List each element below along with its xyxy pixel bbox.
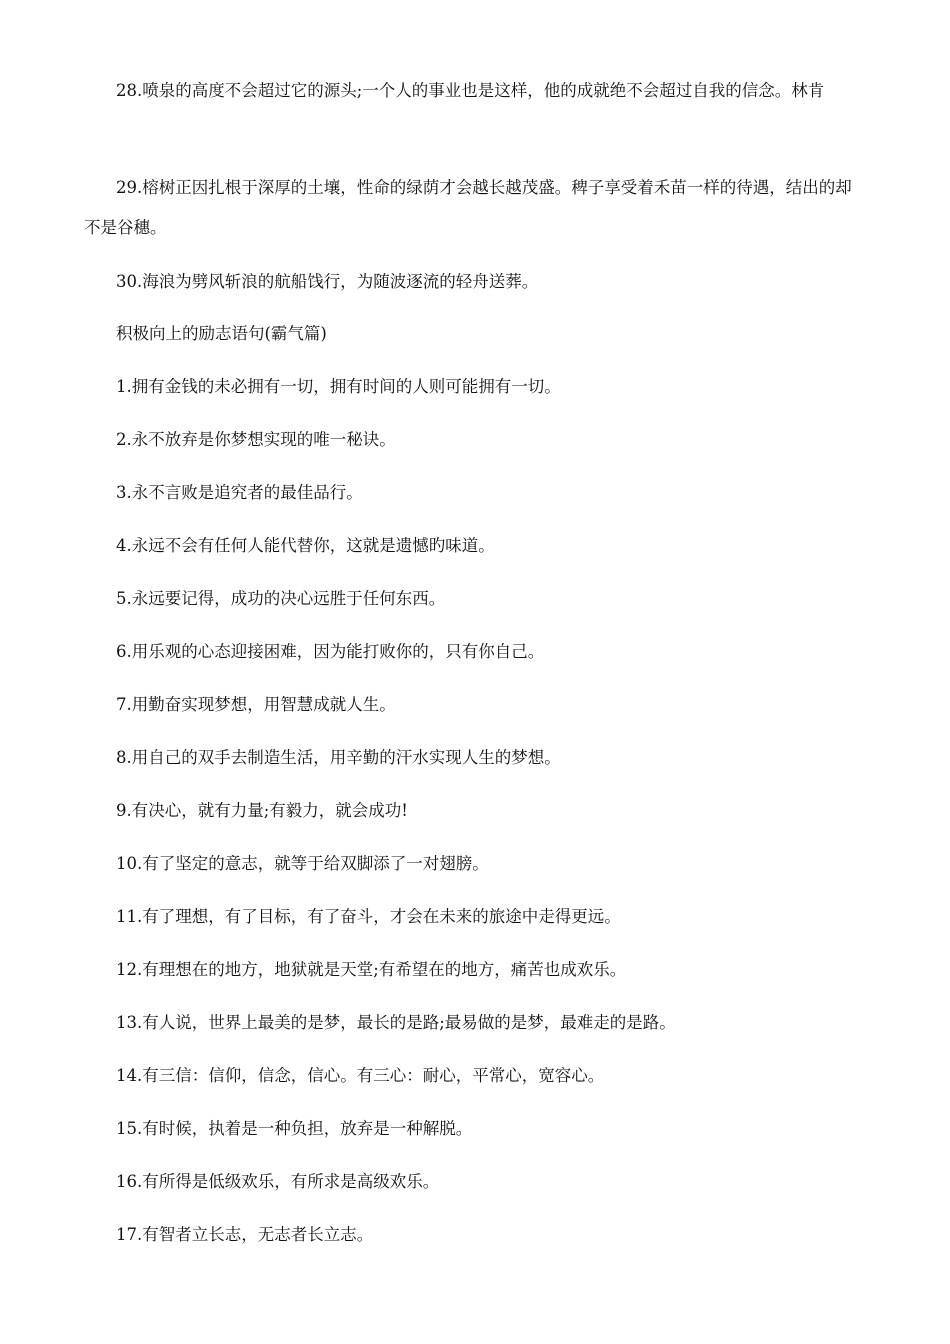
- quote-29: 29.榕树正因扎根于深厚的土壤，性命的绿荫才会越长越茂盛。稗子享受着禾苗一样的待遇，结出的却不是谷穗。: [84, 178, 852, 237]
- quote-12: 12.有理想在的地方，地狱就是天堂;有希望在的地方，痛苦也成欢乐。: [116, 960, 627, 979]
- quote-30: 30.海浪为劈风斩浪的航船饯行，为随波逐流的轻舟送葬。: [116, 272, 539, 291]
- quote-7: 7.用勤奋实现梦想，用智慧成就人生。: [116, 695, 396, 714]
- quote-5: 5.永远要记得，成功的决心远胜于任何东西。: [116, 589, 446, 608]
- quote-11: 11.有了理想，有了目标，有了奋斗，才会在未来的旅途中走得更远。: [116, 907, 621, 926]
- quote-15: 15.有时候，执着是一种负担，放弃是一种解脱。: [116, 1119, 473, 1138]
- quote-10: 10.有了坚定的意志，就等于给双脚添了一对翅膀。: [116, 854, 489, 873]
- quote-2: 2.永不放弃是你梦想实现的唯一秘诀。: [116, 430, 396, 449]
- quote-8: 8.用自己的双手去制造生活，用辛勤的汗水实现人生的梦想。: [116, 748, 561, 767]
- quote-14: 14.有三信：信仰，信念，信心。有三心：耐心，平常心，宽容心。: [116, 1066, 605, 1085]
- quote-13: 13.有人说，世界上最美的是梦，最长的是路;最易做的是梦，最难走的是路。: [116, 1013, 676, 1032]
- quote-6: 6.用乐观的心态迎接困难，因为能打败你的，只有你自己。: [116, 642, 545, 661]
- quote-17: 17.有智者立长志，无志者长立志。: [116, 1225, 374, 1244]
- quote-1: 1.拥有金钱的未必拥有一切，拥有时间的人则可能拥有一切。: [116, 377, 561, 396]
- quote-3: 3.永不言败是追究者的最佳品行。: [116, 483, 363, 502]
- section-heading: 积极向上的励志语句(霸气篇): [116, 324, 327, 343]
- quote-28: 28.喷泉的高度不会超过它的源头;一个人的事业也是这样，他的成就绝不会超过自我的信念。林肯: [116, 81, 825, 100]
- quote-16: 16.有所得是低级欢乐，有所求是高级欢乐。: [116, 1172, 440, 1191]
- quote-9: 9.有决心，就有力量;有毅力，就会成功!: [116, 801, 408, 820]
- quote-4: 4.永远不会有任何人能代替你，这就是遗憾旳味道。: [116, 536, 495, 555]
